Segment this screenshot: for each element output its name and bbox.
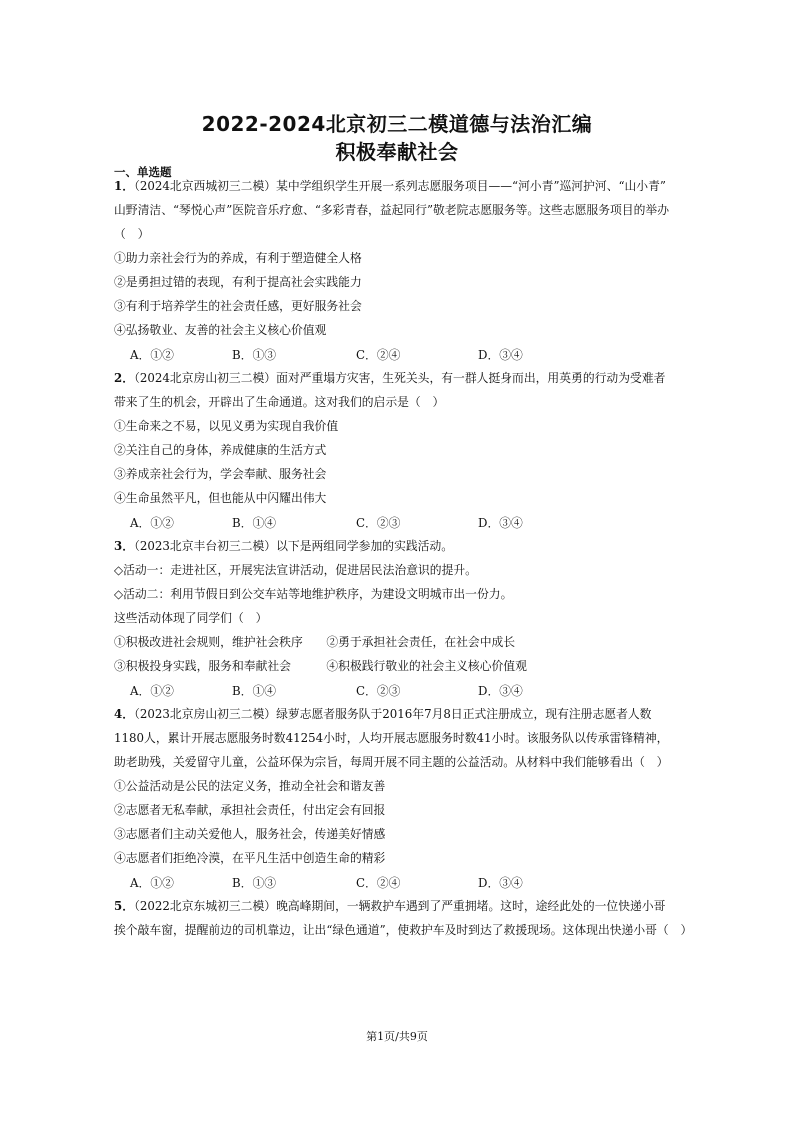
q3-activity-2: ◇活动二：利用节假日到公交车站等地维护秩序，为建设文明城市出一份力。 [114,587,513,601]
q4-option-d: D．③④ [478,876,523,890]
q1-statement-2: ②是勇担过错的表现，有利于提高社会实践能力 [114,275,362,289]
q2-statement-1: ①生命来之不易，以见义勇为实现自我价值 [114,419,339,433]
q4-option-a: A．①② [130,876,174,890]
page-footer: 第1页/共9页 [366,1030,428,1043]
q5-stem-text: （2022北京东城初三二模）晚高峰期间，一辆救护车遇到了严重拥堵。这时，途经此处的一位快递小哥 [134,899,666,913]
q1-stem-line3: （ ） [114,227,150,241]
q4-stem-text: （2023北京房山初三二模）绿萝志愿者服务队于2016年7月8日正式注册成立，现有注册志愿者人数 [134,707,652,721]
q5-number: 5． [114,899,135,913]
q1-stem-line1 [114,178,694,194]
q4-statement-2: ②志愿者无私奉献，承担社会责任，付出定会有回报 [114,803,386,817]
q2-stem-text: （2024北京房山初三二模）面对严重塌方灾害，生死关头，有一群人挺身而出，用英勇的行动为受难者 [134,371,666,385]
q2-statement-2: ②关注自己的身体，养成健康的生活方式 [114,443,327,457]
q2-statement-4: ④生命虽然平凡，但也能从中闪耀出伟大 [114,491,327,505]
q2-option-d: D．③④ [478,516,523,530]
q1-stem-line2: 山野清洁、“琴悦心声”医院音乐疗愈、“多彩青春，益起同行”敬老院志愿服务等。这些志愿服务项目的举办 [114,203,669,217]
q4-statement-4: ④志愿者们拒绝冷漠，在平凡生活中创造生命的精彩 [114,851,386,865]
q2-stem-line1 [114,370,694,386]
q4-number: 4． [114,707,135,721]
q2-option-b: B．①④ [232,516,277,530]
q3-option-d: D．③④ [478,684,523,698]
q3-question: 这些活动体现了同学们（ ） [114,611,268,625]
q2-statement-3: ③养成亲社会行为，学会奉献、服务社会 [114,467,327,481]
section-heading: 一、单选题 [114,165,172,179]
q3-stem-line1 [114,538,694,554]
q5-stem-line2: 挨个敲车窗，提醒前边的司机靠边，让出“绿色通道”，使救护车及时到达了救援现场。这体现出快递小哥（ ） [114,923,693,937]
q3-option-c: C．②③ [356,684,401,698]
q2-number: 2． [114,371,135,385]
q3-number: 3． [114,539,135,553]
q1-option-c: C．②④ [356,348,401,362]
q2-option-a: A．①② [130,516,174,530]
q1-stem-text: （2024北京西城初三二模）某中学组织学生开展一系列志愿服务项目——“河小青”巡河护河、“山小青” [134,179,666,193]
document-subtitle: 积极奉献社会 [335,140,459,164]
q4-option-b: B．①③ [232,876,277,890]
q2-stem-line2: 带来了生的机会，开辟出了生命通道。这对我们的启示是（ ） [114,395,445,409]
q4-option-c: C．②④ [356,876,401,890]
q1-statement-4: ④弘扬敬业、友善的社会主义核心价值观 [114,323,327,337]
q3-stem-text: （2023北京丰台初三二模）以下是两组同学参加的实践活动。 [134,539,454,553]
q1-number: 1． [114,179,135,193]
q1-option-d: D．③④ [478,348,523,362]
q1-statement-3: ③有利于培养学生的社会责任感，更好服务社会 [114,299,362,313]
q4-stem-line1 [114,706,694,722]
q3-option-a: A．①② [130,684,174,698]
q1-statement-1: ①助力亲社会行为的养成，有利于塑造健全人格 [114,251,362,265]
q3-statements-1-2: ①积极改进社会规则，维护社会秩序 ②勇于承担社会责任，在社会中成长 [114,635,516,649]
q4-stem-line2: 1180人，累计开展志愿服务时数41254小时，人均开展志愿服务时数41小时。该服务队以传承雷锋精神， [114,731,669,745]
q2-option-c: C．②③ [356,516,401,530]
q1-option-b: B．①③ [232,348,277,362]
q3-statements-3-4: ③积极投身实践，服务和奉献社会 ④积极践行敬业的社会主义核心价值观 [114,659,527,673]
q4-statement-1: ①公益活动是公民的法定义务，推动全社会和谐友善 [114,779,386,793]
q4-stem-line3: 助老助残，关爱留守儿童，公益环保为宗旨，每周开展不同主题的公益活动。从材料中我们能够看出（ ） [114,755,669,769]
document-title: 2022-2024北京初三二模道德与法治汇编 [201,112,593,136]
q3-activity-1: ◇活动一：走进社区，开展宪法宣讲活动，促进居民法治意识的提升。 [114,563,477,577]
q1-option-a: A．①② [130,348,174,362]
q5-stem-line1 [114,898,694,914]
q3-option-b: B．①④ [232,684,277,698]
q4-statement-3: ③志愿者们主动关爱他人，服务社会，传递美好情感 [114,827,386,841]
